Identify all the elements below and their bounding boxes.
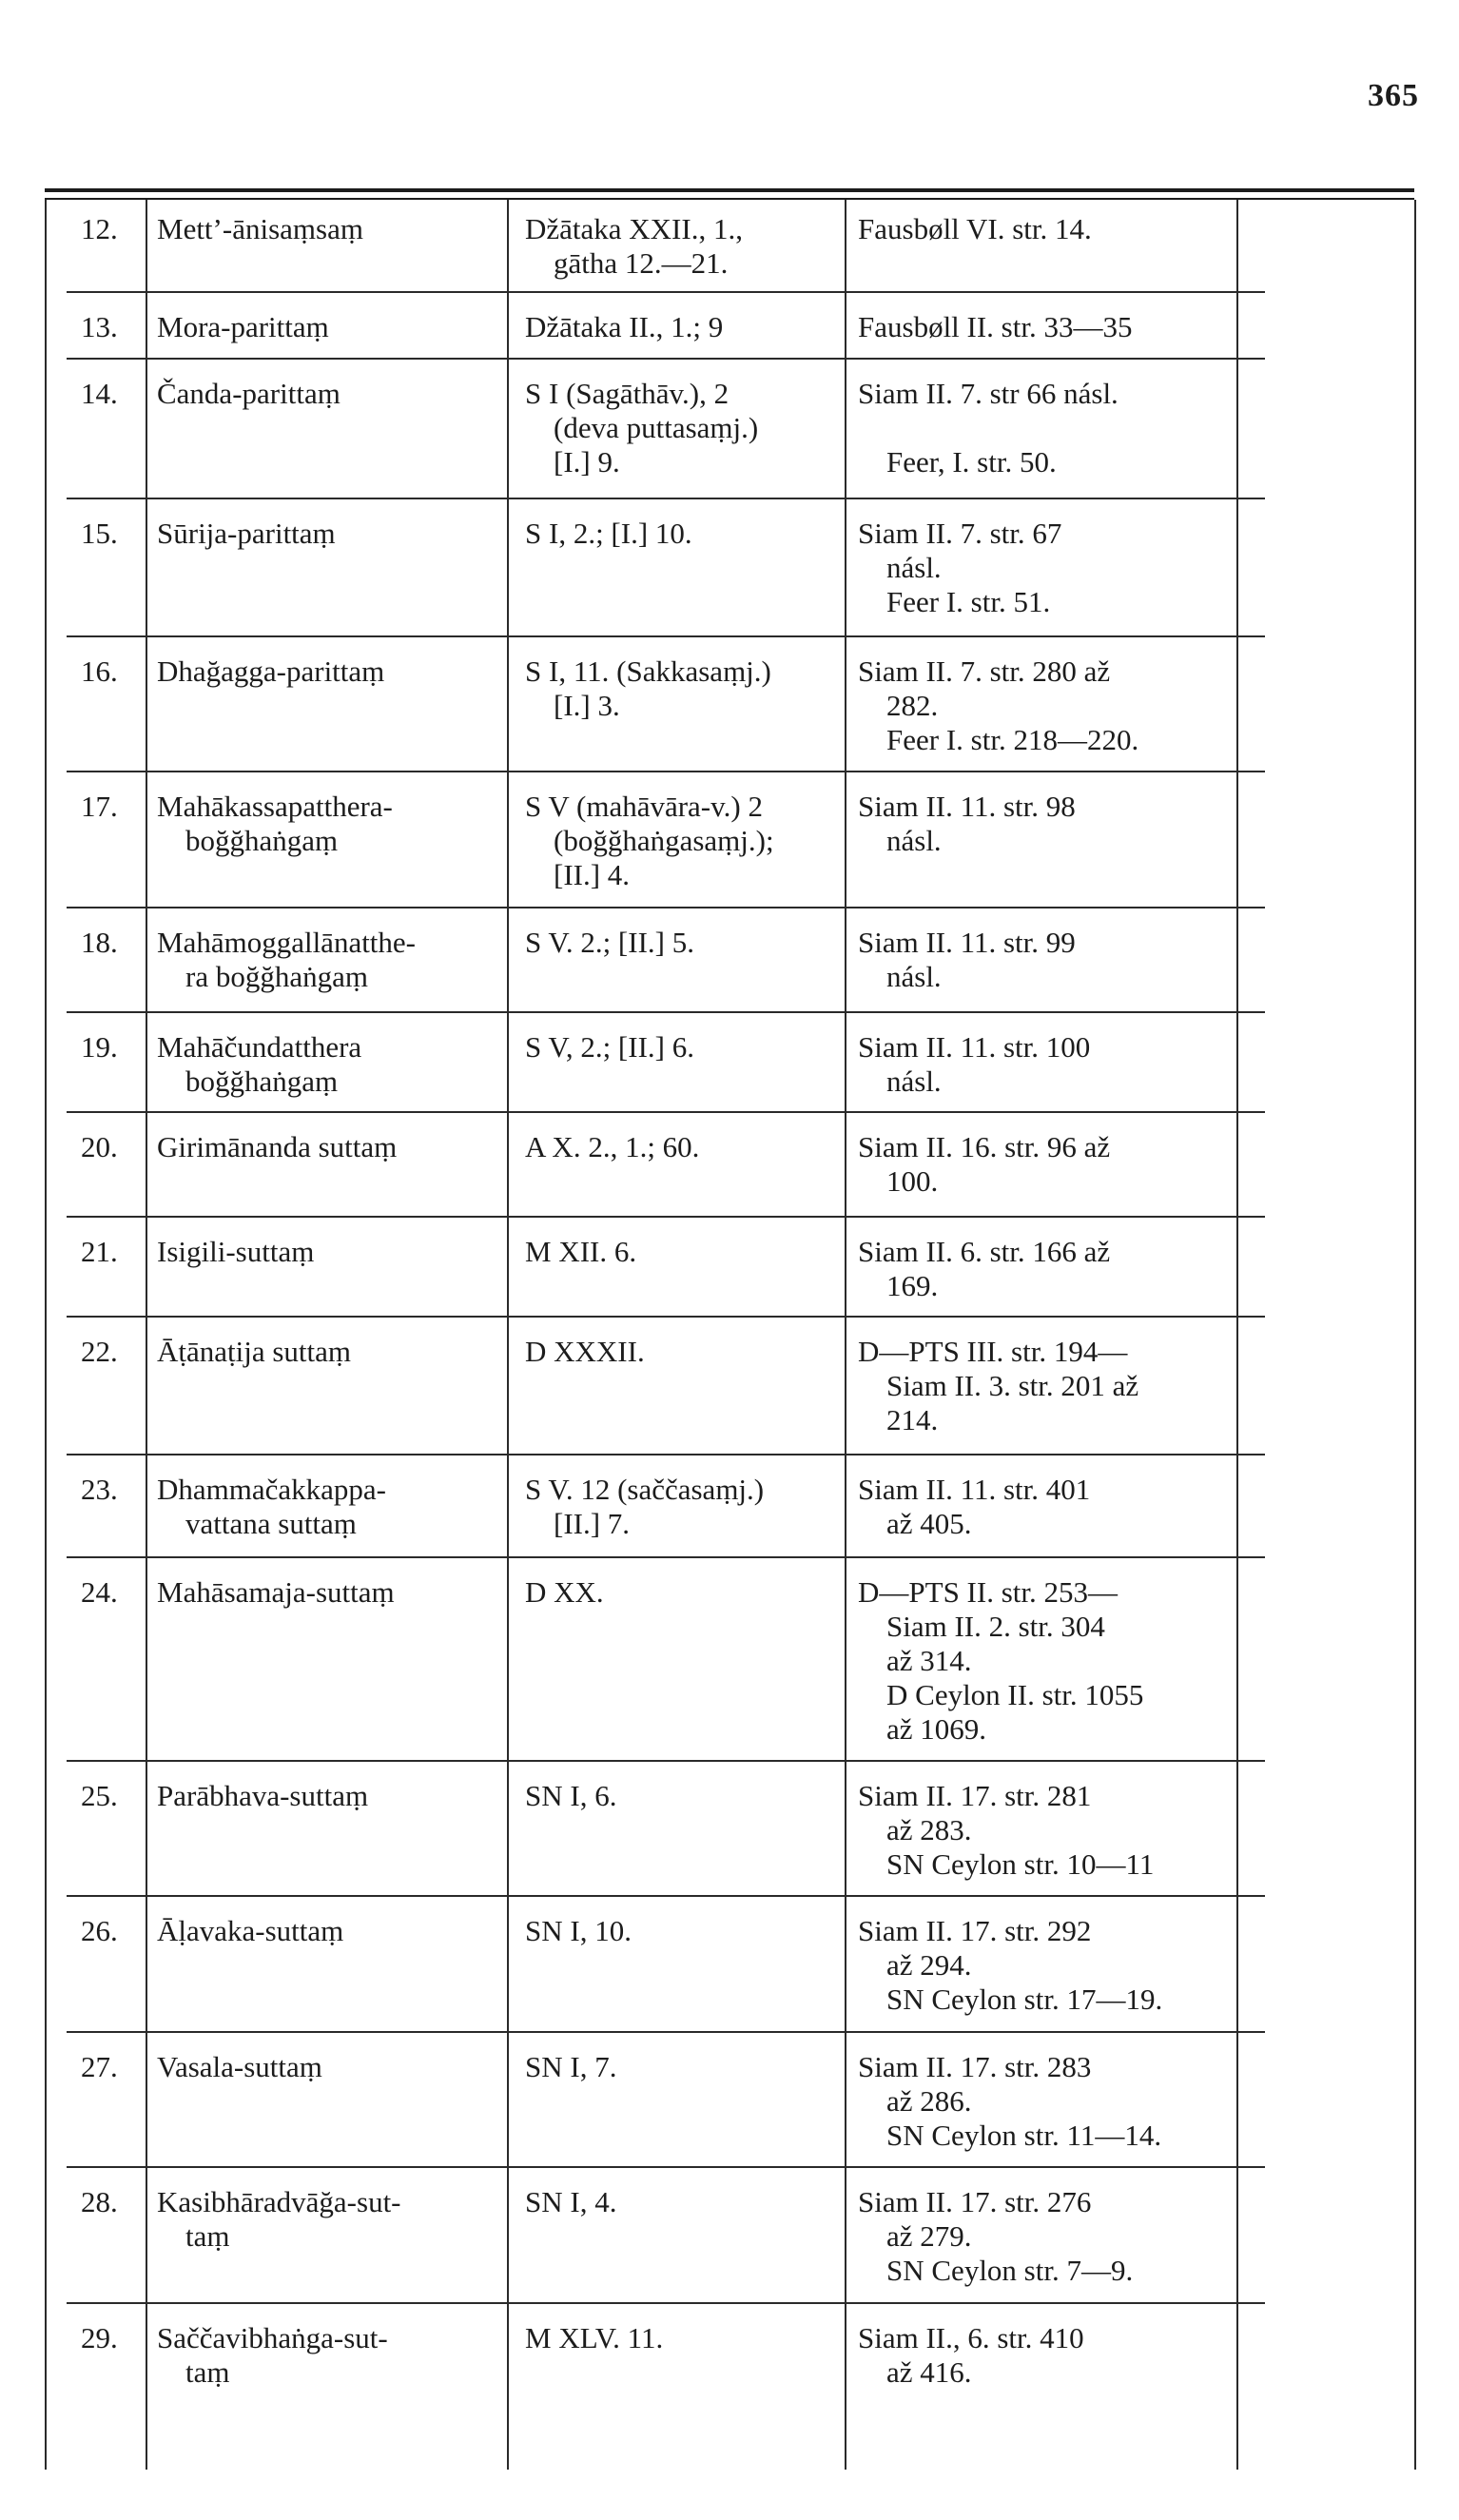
edition-reference-line: Siam II. 16. str. 96 až (858, 1130, 1111, 1163)
source-reference (525, 2185, 886, 2219)
edition-reference-line: násl. (886, 960, 942, 993)
column-rule (507, 200, 509, 2470)
edition-reference-line: SN Ceylon str. 11—14. (886, 2119, 1162, 2152)
row-number: 16. (81, 654, 118, 688)
edition-reference (858, 1779, 1276, 1882)
source-reference (525, 1130, 886, 1164)
sutta-name-line: Dhağagga-parittaṃ (157, 654, 385, 688)
edition-reference-line: Siam II. 17. str. 283 (858, 2050, 1092, 2083)
row-divider (67, 1760, 1265, 1762)
edition-reference-line: Siam II. 17. str. 276 (858, 2185, 1092, 2218)
page-number: 365 (1368, 78, 1419, 113)
source-reference-line: S I (Sagāthāv.), 2 (525, 377, 730, 410)
column-rule (146, 200, 147, 2470)
source-reference-line: A X. 2., 1.; 60. (525, 1130, 700, 1163)
sutta-name-line: ra boğğhaṅgaṃ (185, 960, 368, 993)
sutta-name-line: Mora-parittaṃ (157, 310, 329, 343)
edition-reference-line: D Ceylon II. str. 1055 (886, 1678, 1144, 1711)
edition-reference-line: Siam II. 6. str. 166 až (858, 1235, 1111, 1268)
sutta-name (157, 1575, 537, 1610)
source-reference (525, 1235, 886, 1269)
row-number: 14. (81, 377, 118, 410)
source-reference (525, 926, 886, 960)
row-divider (67, 1316, 1265, 1318)
source-reference-line: [I.] 9. (554, 445, 620, 479)
sutta-name (157, 2321, 537, 2390)
edition-reference-line: Fausbøll VI. str. 14. (858, 212, 1092, 245)
source-reference-line: SN I, 10. (525, 1914, 632, 1947)
source-reference (525, 1575, 886, 1610)
sutta-name-line: Mett’-ānisaṃsaṃ (157, 212, 363, 245)
sutta-name-line: Mahākassapatthera- (157, 790, 393, 823)
edition-reference (858, 310, 1276, 344)
row-divider (67, 2031, 1265, 2033)
source-reference-line: S I, 2.; [I.] 10. (525, 517, 692, 550)
edition-reference (858, 2050, 1276, 2153)
edition-reference-line: až 294. (886, 1948, 972, 1982)
edition-reference (858, 790, 1276, 858)
source-reference-line: M XII. 6. (525, 1235, 637, 1268)
row-divider (67, 635, 1265, 637)
source-reference-line: SN I, 4. (525, 2185, 617, 2218)
sutta-name (157, 1914, 537, 1948)
source-reference (525, 310, 886, 344)
sutta-name (157, 926, 537, 994)
sutta-name (157, 212, 537, 246)
column-rule (845, 200, 846, 2470)
source-reference-line: gātha 12.—21. (554, 246, 729, 280)
edition-reference-line: D—PTS II. str. 253— (858, 1575, 1118, 1609)
edition-reference (858, 1235, 1276, 1303)
source-reference-line: [II.] 7. (554, 1507, 631, 1540)
sutta-name-line: Āḷavaka-suttaṃ (157, 1914, 344, 1947)
sutta-name (157, 2185, 537, 2254)
table-top-rule (45, 188, 1414, 192)
edition-reference-line: 282. (886, 689, 939, 722)
source-reference (525, 1030, 886, 1065)
edition-reference-line: až 279. (886, 2219, 972, 2253)
edition-reference (858, 1335, 1276, 1437)
row-number: 28. (81, 2185, 118, 2218)
sutta-name-line: Mahāsamaja-suttaṃ (157, 1575, 395, 1609)
row-number: 19. (81, 1030, 118, 1064)
source-reference (525, 377, 886, 479)
column-rule (1236, 200, 1238, 2470)
row-number: 15. (81, 517, 118, 550)
edition-reference-line: Siam II. 17. str. 292 (858, 1914, 1092, 1947)
edition-reference-line: Siam II. 11. str. 100 (858, 1030, 1091, 1064)
edition-reference-line: až 286. (886, 2084, 972, 2118)
row-number: 17. (81, 790, 118, 823)
row-number: 23. (81, 1473, 118, 1506)
row-number: 24. (81, 1575, 118, 1609)
source-reference-line: D XXXII. (525, 1335, 645, 1368)
source-reference-line: S I, 11. (Sakkasaṃj.) (525, 654, 771, 688)
source-reference-line: M XLV. 11. (525, 2321, 664, 2354)
edition-reference-line: Siam II., 6. str. 410 (858, 2321, 1084, 2354)
source-reference-line: D XX. (525, 1575, 604, 1609)
row-number: 20. (81, 1130, 118, 1163)
source-reference-line: (boğğhaṅgasaṃj.); (554, 824, 774, 857)
sutta-name-line: Mahāčundatthera (157, 1030, 362, 1064)
edition-reference (858, 212, 1276, 246)
edition-reference-line: až 1069. (886, 1712, 987, 1746)
source-reference-line: Džātaka II., 1.; 9 (525, 310, 724, 343)
source-reference (525, 1779, 886, 1813)
source-reference-line: Džātaka XXII., 1., (525, 212, 743, 245)
row-number: 21. (81, 1235, 118, 1268)
edition-reference (858, 654, 1276, 757)
source-reference-line: S V. 12 (saččasaṃj.) (525, 1473, 765, 1506)
source-reference (525, 790, 886, 892)
row-divider (67, 1011, 1265, 1013)
row-number: 29. (81, 2321, 118, 2354)
edition-reference-line: Siam II. 7. str 66 násl. (858, 377, 1119, 410)
source-reference-line: SN I, 7. (525, 2050, 617, 2083)
edition-reference-line: Siam II. 11. str. 98 (858, 790, 1076, 823)
sutta-name-line: taṃ (185, 2355, 230, 2389)
edition-reference-line: Feer I. str. 51. (886, 585, 1051, 618)
sutta-name (157, 1235, 537, 1269)
edition-reference-line: Siam II. 7. str. 67 (858, 517, 1062, 550)
row-number: 12. (81, 212, 118, 245)
edition-reference-line: 169. (886, 1269, 939, 1302)
sutta-name (157, 1030, 537, 1099)
edition-reference (858, 517, 1276, 619)
edition-reference-line: Feer, I. str. 50. (886, 445, 1057, 479)
row-divider (67, 771, 1265, 772)
row-divider (67, 498, 1265, 499)
sutta-name-line: Āṭānaṭija suttaṃ (157, 1335, 352, 1368)
sutta-name (157, 1473, 537, 1541)
source-reference (525, 2050, 886, 2084)
row-number: 18. (81, 926, 118, 959)
edition-reference-line: SN Ceylon str. 10—11 (886, 1847, 1155, 1881)
edition-reference-line: Siam II. 3. str. 201 až (886, 1369, 1139, 1402)
sutta-name-line: Dhammačakkappa- (157, 1473, 386, 1506)
edition-reference-line: Feer I. str. 218—220. (886, 723, 1139, 756)
sutta-name-line: Čanda-parittaṃ (157, 377, 340, 410)
edition-reference-line: 100. (886, 1164, 939, 1198)
edition-reference-line: Siam II. 2. str. 304 (886, 1610, 1105, 1643)
edition-reference (858, 1914, 1276, 2017)
sutta-name (157, 310, 537, 344)
sutta-name-line: boğğhaṅgaṃ (185, 1065, 339, 1098)
sutta-name (157, 1130, 537, 1164)
edition-reference-line: až 416. (886, 2355, 972, 2389)
edition-reference (858, 1030, 1276, 1099)
sutta-name (157, 2050, 537, 2084)
sutta-name (157, 517, 537, 551)
sutta-name (157, 654, 537, 689)
edition-reference-line: 214. (886, 1403, 939, 1436)
row-number: 25. (81, 1779, 118, 1812)
sutta-name-line: Isigili-suttaṃ (157, 1235, 315, 1268)
source-reference-line: SN I, 6. (525, 1779, 617, 1812)
edition-reference-line: SN Ceylon str. 17—19. (886, 1983, 1163, 2016)
source-reference (525, 212, 886, 281)
source-reference (525, 1914, 886, 1948)
edition-reference-line: Siam II. 11. str. 401 (858, 1473, 1091, 1506)
source-reference (525, 2321, 886, 2355)
edition-reference-line: až 314. (886, 1644, 972, 1677)
source-reference-line: S V. 2.; [II.] 5. (525, 926, 694, 959)
row-divider (67, 291, 1265, 293)
edition-reference-line: SN Ceylon str. 7—9. (886, 2254, 1134, 2287)
edition-reference-line: Siam II. 11. str. 99 (858, 926, 1076, 959)
row-number: 13. (81, 310, 118, 343)
row-divider (67, 1111, 1265, 1113)
row-divider (67, 1454, 1265, 1455)
row-number: 26. (81, 1914, 118, 1947)
sutta-name-line: Kasibhāradvāğa-sut- (157, 2185, 401, 2218)
edition-reference (858, 1130, 1276, 1199)
row-divider (67, 1556, 1265, 1558)
sutta-name-line: Vasala-suttaṃ (157, 2050, 322, 2083)
row-divider (67, 1216, 1265, 1218)
row-divider (67, 907, 1265, 908)
source-reference (525, 1335, 886, 1369)
edition-reference-line: násl. (886, 551, 942, 584)
source-reference (525, 654, 886, 723)
edition-reference (858, 377, 1276, 479)
edition-reference-line: Fausbøll II. str. 33—35 (858, 310, 1133, 343)
source-reference-line: [I.] 3. (554, 689, 620, 722)
sutta-name-line: vattana suttaṃ (185, 1507, 357, 1540)
source-reference (525, 1473, 886, 1541)
column-rule (1414, 200, 1416, 2470)
source-reference-line: S V, 2.; [II.] 6. (525, 1030, 694, 1064)
source-reference-line: S V (mahāvāra-v.) 2 (525, 790, 763, 823)
table-top-rule-thin (45, 198, 1414, 200)
sutta-name (157, 1779, 537, 1813)
row-divider (67, 2166, 1265, 2168)
sutta-name-line: taṃ (185, 2219, 230, 2253)
source-reference (525, 517, 886, 551)
edition-reference-line (858, 411, 1276, 445)
column-rule (45, 200, 47, 2470)
edition-reference-line: násl. (886, 824, 942, 857)
edition-reference-line: až 405. (886, 1507, 972, 1540)
edition-reference (858, 1473, 1276, 1541)
edition-reference (858, 2185, 1276, 2288)
row-divider (67, 1895, 1265, 1897)
source-reference-line: [II.] 4. (554, 858, 631, 891)
row-divider (67, 358, 1265, 360)
sutta-name-line: Sūrija-parittaṃ (157, 517, 336, 550)
sutta-name (157, 377, 537, 411)
sutta-name-line: Saččavibhaṅga-sut- (157, 2321, 388, 2354)
row-number: 22. (81, 1335, 118, 1368)
edition-reference (858, 1575, 1276, 1747)
sutta-name-line: Girimānanda suttaṃ (157, 1130, 398, 1163)
sutta-name (157, 1335, 537, 1369)
sutta-name-line: boğğhaṅgaṃ (185, 824, 339, 857)
edition-reference-line: D—PTS III. str. 194— (858, 1335, 1128, 1368)
source-reference-line: (deva puttasaṃj.) (554, 411, 759, 444)
edition-reference-line: Siam II. 7. str. 280 až (858, 654, 1111, 688)
edition-reference (858, 926, 1276, 994)
edition-reference-line: násl. (886, 1065, 942, 1098)
sutta-name-line: Parābhava-suttaṃ (157, 1779, 369, 1812)
edition-reference-line: až 283. (886, 1813, 972, 1846)
sutta-name-line: Mahāmoggallānatthe- (157, 926, 417, 959)
row-number: 27. (81, 2050, 118, 2083)
edition-reference (858, 2321, 1276, 2390)
row-divider (67, 2302, 1265, 2304)
sutta-name (157, 790, 537, 858)
edition-reference-line: Siam II. 17. str. 281 (858, 1779, 1092, 1812)
